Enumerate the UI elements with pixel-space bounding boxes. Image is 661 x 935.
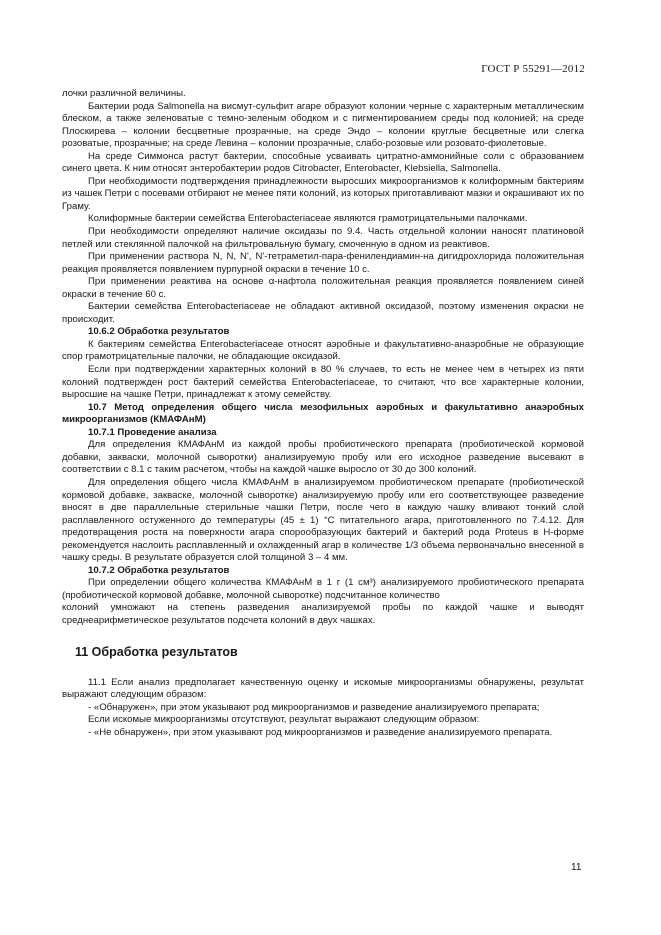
paragraph: При необходимости подтверждения принадлежности выросших микроорганизмов к колиформным бактериям из чашек Петри с посевами отбирают не менее пяти колоний, из которых приготавливают мазки и окрашивают их по Граму. bbox=[62, 175, 584, 212]
paragraph: На среде Симмонса растут бактерии, способные усваивать цитратно-аммонийные соли с образованием синего цвета. К ним относят энтеробактерии родов Citrobacter, Enterobacter, Klebsiella, Salmonella. bbox=[62, 150, 584, 175]
paragraph: Бактерии рода Salmonella на висмут-сульфит агаре образуют колонии черные с характерным металлическим блеском, а также зеленоватые с темно-зеленым ободком и с пигментированием среды под колонией; на среде Плоскирева – колонии бесцветные прозрачные, на среде Эндо – колонии круглые бесцветные или слегка розоватые, прозрачные; на среде Левина – колонии прозрачные, слабо-розовые или розовато-фиолетовые. bbox=[62, 100, 584, 150]
section-heading: 11 Обработка результатов bbox=[75, 644, 238, 659]
paragraph: колоний умножают на степень разведения анализируемой пробы по каждой чашке и выводят среднеарифметическое результатов подсчета колоний в двух чашках. bbox=[62, 602, 584, 626]
standard-number: ГОСТ Р 55291—2012 bbox=[481, 63, 585, 75]
list-item: - «Обнаружен», при этом указывают род микроорганизмов и разведение анализируемого препарата; bbox=[88, 701, 540, 713]
paragraph: Если при подтверждении характерных колоний в 80 % случаев, то есть не менее чем в четырех из пяти колоний подтвержден рост бактерий семейства Enterobacteriaceae, то считают, что все характерные колонии, выросшие на чашке Петри, принадлежат к этому семейству. bbox=[62, 364, 584, 401]
subsection-heading: 10.6.2 Обработка результатов bbox=[88, 326, 230, 338]
paragraph: При необходимости определяют наличие оксидазы по 9.4. Часть отдельной колонии наносят платиновой петлей или стеклянной палочкой на фильтровальную бумагу, смоченную в одном из реактивов. bbox=[62, 226, 584, 250]
paragraph: При применении реактива на основе α-нафтола положительная реакция проявляется появлением синей окраски в течение 60 с. bbox=[62, 276, 584, 300]
subsection-heading: 10.7 Метод определения общего числа мезофильных аэробных и факультативно анаэробных микроорганизмов (КМАФАнМ) bbox=[62, 401, 584, 426]
paragraph: Для определения общего числа КМАФАнМ в анализируемом пробиотическом препарате (пробиотической кормовой добавке, закваске, молочной сыворотке) анализируемую пробу или его соответствующее разведение вносят в две параллельные стерильные чашки Петри, после чего в каждую чашку вливают тонкий слой расплавленного остуженного до температуры (45 ± 1) °С питательного агара, приготовленного по 7.4.12. Для предотвращения роста на поверхности агара спорообразующих бактерий и бактерий рода Proteus в Н-форме рекомендуется наслоить расплавленный и охлажденный агар в количестве 1/3 объема первоначально внесенной в чашку среды. В результате образуется слой толщиной 3 – 4 мм. bbox=[62, 476, 584, 564]
subsection-heading: 10.7.2 Обработка результатов bbox=[88, 564, 230, 576]
subsection-heading: 10.7.1 Проведение анализа bbox=[88, 426, 217, 438]
paragraph: При определении общего количества КМАФАнМ в 1 г (1 см³) анализируемого пробиотического препарата (пробиотической кормовой добавке, молочной сыворотке) подсчитанное количество bbox=[62, 577, 584, 601]
paragraph: К бактериям семейства Enterobacteriaceae относят аэробные и факультативно-анаэробные не образующие спор грамотрицательные палочки, не обладающие оксидазой. bbox=[62, 338, 584, 363]
paragraph: Колиформные бактерии семейства Enterobacteriaceae являются грамотрицательными палочками. bbox=[88, 213, 528, 225]
list-item: - «Не обнаружен», при этом указывают род микроорганизмов и разведение анализируемого препарата. bbox=[88, 726, 553, 738]
paragraph: При применении раствора N, N, N', N'-тетраметил-пара-фенилендиамин-на дигидрохлорида положительная реакция проявляется появлением пурпурной окраски в течение 10 с. bbox=[62, 251, 584, 275]
paragraph: Если искомые микроорганизмы отсутствуют, результат выражают следующим образом: bbox=[88, 714, 480, 726]
paragraph: лочки различной величины. bbox=[62, 88, 186, 99]
paragraph: Для определения КМАФАнМ из каждой пробы пробиотического препарата (пробиотической кормовой добавки, закваски, молочной сыворотки) анализируемую пробу или его исходное разведение высевают в соответствии с 8.1 с таким расчетом, чтобы на каждой чашке выросло от 30 до 300 колоний. bbox=[62, 439, 584, 476]
paragraph: Бактерии семейства Enterobacteriaceae не обладают активной оксидазой, поэтому изменения окраски не происходит. bbox=[62, 301, 584, 325]
paragraph: 11.1 Если анализ предполагает качественную оценку и искомые микроорганизмы обнаружены, результат выражают следующим образом: bbox=[62, 676, 584, 701]
document-body bbox=[62, 88, 584, 739]
page-number: 11 bbox=[571, 862, 582, 873]
